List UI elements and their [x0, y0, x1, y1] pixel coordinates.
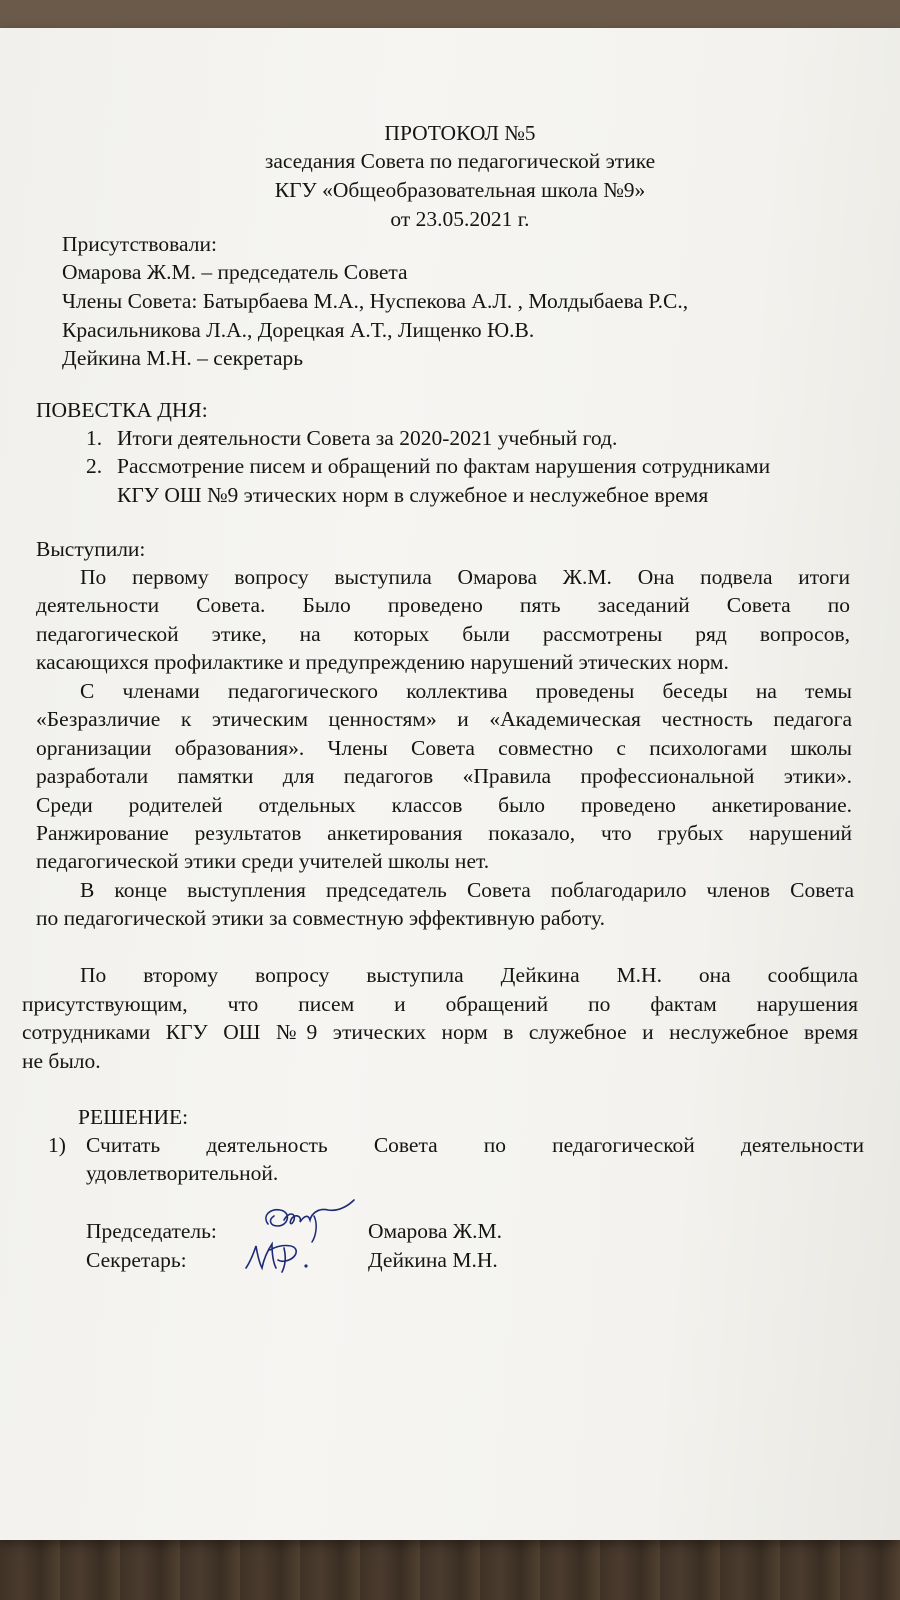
agenda-item: Рассмотрение писем и обращений по фактам нарушения сотрудниками [117, 454, 771, 478]
attendance-members-cont: Красильникова Л.А., Дорецкая А.Т., Лищенко Ю.В. [62, 318, 535, 342]
secretary-name: Дейкина М.Н. [368, 1248, 498, 1272]
speech-paragraph-line: сотрудниками КГУ ОШ №9 этических норм в служебное и неслужебное время [22, 1020, 858, 1044]
speech-paragraph-line: По первому вопросу выступила Омарова Ж.М. Она подвела итоги [80, 565, 850, 589]
attendance-secretary: Дейкина М.Н. – секретарь [62, 346, 304, 370]
speech-paragraph-line: Среди родителей отдельных классов было проведено анкетирование. [36, 793, 852, 817]
secretary-signature [240, 1228, 320, 1280]
speech-paragraph-line: педагогической этики среди учителей школы нет. [36, 849, 490, 873]
decision-item-number: 1) [48, 1133, 66, 1157]
agenda-item: Итоги деятельности Совета за 2020-2021 учебный год. [117, 426, 618, 450]
speech-paragraph-line: По второму вопросу выступила Дейкина М.Н. она сообщила [80, 963, 858, 987]
attendance-members: Члены Совета: Батырбаева М.А., Нуспекова А.Л. , Молдыбаева Р.С., [62, 289, 689, 313]
speech-paragraph-line: педагогической этике, на которых были рассмотрены ряд вопросов, [36, 622, 850, 646]
speech-paragraph-line: деятельности Совета. Было проведено пять заседаний Совета по [36, 593, 850, 617]
document-subtitle: заседания Совета по педагогической этике [264, 149, 656, 173]
agenda-item-number: 2. [86, 454, 103, 478]
speech-paragraph-line: С членами педагогического коллектива проведены беседы на темы [80, 679, 852, 703]
document-date: от 23.05.2021 г. [390, 207, 530, 231]
decision-item-cont: удовлетворительной. [86, 1161, 279, 1185]
speech-paragraph-line: «Безразличие к этическим ценностям» и «Академическая честность педагога [36, 707, 852, 731]
speech-paragraph-line: организации образования». Члены Совета совместно с психологами школы [36, 736, 852, 760]
chair-label: Председатель: [86, 1219, 217, 1243]
decision-item: Считать деятельность Совета по педагогической деятельности [86, 1133, 864, 1157]
speeches-heading: Выступили: [36, 537, 146, 561]
document-title: ПРОТОКОЛ №5 [384, 121, 536, 145]
agenda-heading: ПОВЕСТКА ДНЯ: [36, 398, 208, 422]
school-name: КГУ «Общеобразовательная школа №9» [274, 178, 646, 202]
attendance-heading: Присутствовали: [62, 232, 217, 256]
chair-name: Омарова Ж.М. [368, 1219, 502, 1243]
attendance-chair: Омарова Ж.М. – председатель Совета [62, 260, 408, 284]
speech-paragraph-line: Ранжирование результатов анкетирования показало, что грубых нарушений [36, 821, 852, 845]
speech-paragraph-line: разработали памятки для педагогов «Правила профессиональной этики». [36, 764, 852, 788]
agenda-item-number: 1. [86, 426, 103, 450]
decision-heading: РЕШЕНИЕ: [78, 1105, 189, 1129]
floor-boards [0, 1530, 900, 1600]
speech-paragraph-line: не было. [22, 1049, 101, 1073]
secretary-label: Секретарь: [86, 1248, 187, 1272]
document-page [0, 28, 900, 1540]
speech-paragraph-line: В конце выступления председатель Совета поблагодарило членов Совета [80, 878, 854, 902]
agenda-item-cont: КГУ ОШ №9 этических норм в служебное и неслужебное время [117, 483, 709, 507]
speech-paragraph-line: по педагогической этики за совместную эффективную работу. [36, 906, 605, 930]
speech-paragraph-line: присутствующим, что писем и обращений по фактам нарушения [22, 992, 858, 1016]
speech-paragraph-line: касающихся профилактике и предупреждению нарушений этических норм. [36, 650, 729, 674]
